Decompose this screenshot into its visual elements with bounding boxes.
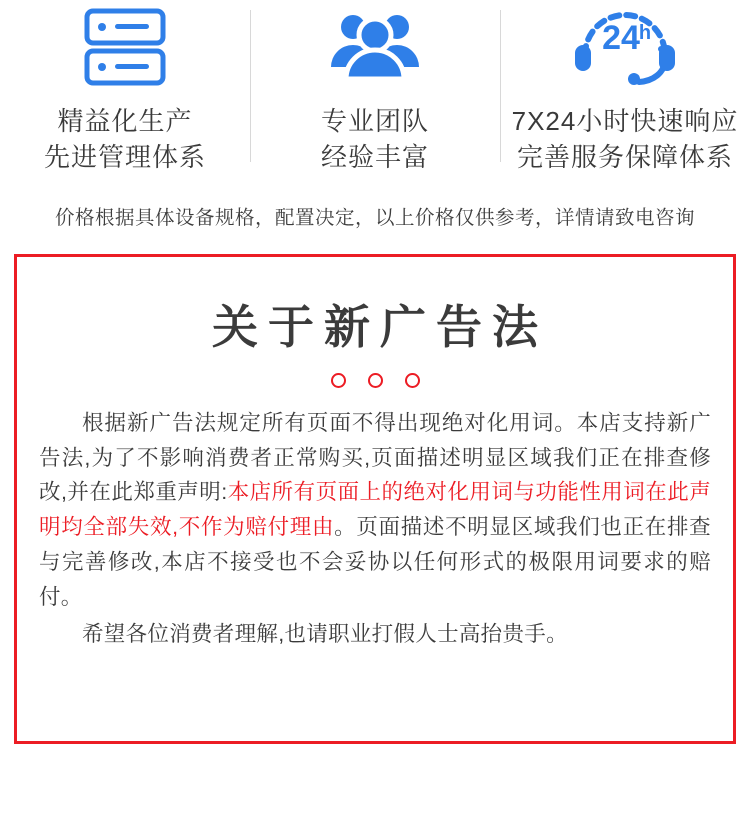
ad-law-title: 关于新广告法 bbox=[212, 300, 548, 353]
feature-item-support bbox=[500, 4, 750, 176]
dot-icon bbox=[368, 373, 383, 388]
ad-law-paragraph-2: 希望各位消费者理解,也请职业打假人士高抬贵手。 bbox=[82, 621, 568, 646]
feature-label-support bbox=[512, 104, 739, 176]
feature-label-production bbox=[44, 104, 206, 176]
24h-support-headset-icon bbox=[571, 4, 679, 90]
ad-law-text-part2: 。页面描述不明显区域我们也正在排查与完善修改,本店不接受也不会妥协以任何形式的极限用词要求的赔付。 bbox=[39, 515, 711, 609]
feature-line: 经验丰富 bbox=[320, 141, 429, 172]
feature-line: 精益化生产 bbox=[57, 106, 193, 136]
feature-item-production bbox=[0, 4, 250, 176]
ad-law-body bbox=[39, 406, 711, 652]
ad-law-text-part1: 根据新广告法规定所有页面不得出现绝对化用词。本店支持新广告法,为了不影响消费者正常购买,页面描述明显区域我们正在排查修改,并在此郑重声明: bbox=[39, 410, 711, 505]
dot-icon bbox=[331, 373, 346, 388]
feature-line: 专业团队 bbox=[320, 106, 429, 136]
svg-text:h: h bbox=[638, 22, 652, 44]
ad-law-text-highlight: 本店所有页面上的绝对化用词与功能性用词在此声明均全部失效,不作为赔付理由 bbox=[39, 480, 711, 540]
ad-law-paragraph-1 bbox=[39, 406, 711, 615]
dot-icon bbox=[405, 373, 420, 388]
team-group-icon bbox=[327, 4, 423, 90]
feature-item-team bbox=[250, 4, 500, 176]
svg-text:24: 24 bbox=[602, 19, 640, 57]
feature-label-team bbox=[321, 104, 429, 176]
feature-line: 7X24小时快速响应 bbox=[511, 106, 739, 136]
server-rack-icon bbox=[79, 4, 171, 90]
feature-line: 先进管理体系 bbox=[43, 141, 206, 172]
feature-row bbox=[0, 0, 750, 176]
feature-line: 完善服务保障体系 bbox=[516, 141, 733, 172]
dot-decoration bbox=[39, 373, 711, 388]
price-note: 价格根据具体设备规格，配置决定，以上价格仅供参考，详情请致电咨询 bbox=[54, 206, 695, 229]
ad-law-statement-box bbox=[14, 254, 736, 744]
